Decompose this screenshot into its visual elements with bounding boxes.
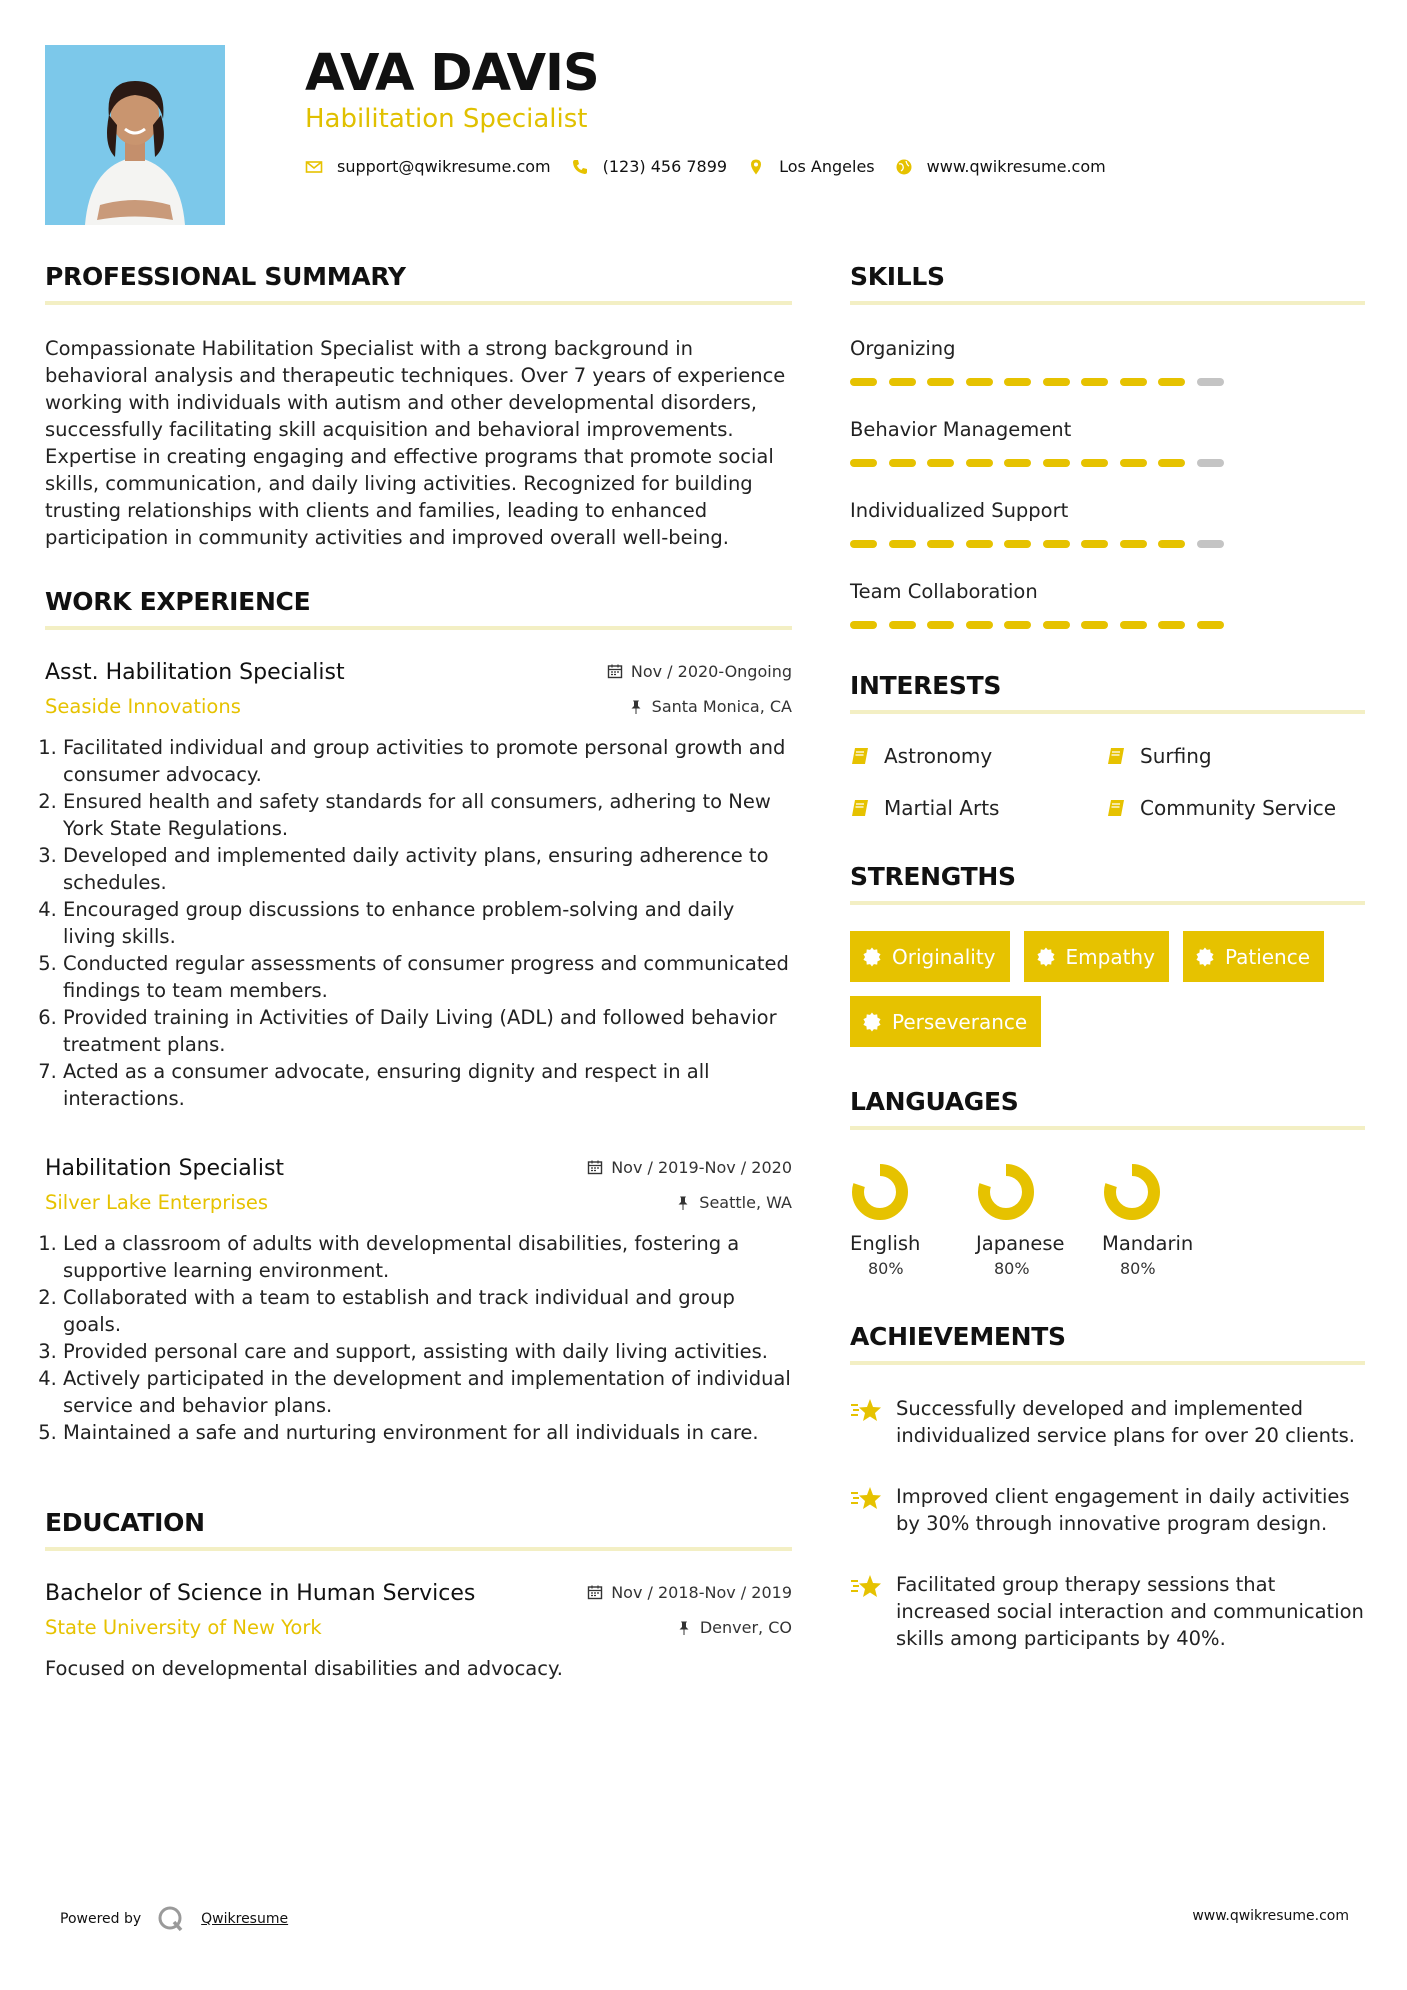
rating-dash-filled [1158, 621, 1185, 629]
language-progress-ring [848, 1160, 912, 1224]
achievement-item [850, 1571, 1365, 1652]
rating-dash-filled [1158, 459, 1185, 467]
interest-item [850, 796, 1106, 820]
rating-dash-filled [927, 378, 954, 386]
language-name: Japanese [976, 1232, 1065, 1255]
rating-dash-filled [1120, 459, 1147, 467]
education-location-text: Denver, CO [699, 1618, 792, 1637]
job-company: Seaside Innovations [45, 695, 241, 718]
achievement-text: Successfully developed and implemented individualized service plans for over 20 clients. [896, 1397, 1355, 1447]
job-title: Habilitation Specialist [45, 1156, 285, 1181]
brand-link[interactable]: Qwikresume [201, 1911, 289, 1927]
skill-item [850, 580, 1365, 629]
rating-dash-filled [966, 540, 993, 548]
list-item: 1. Facilitated individual and group activities to promote personal growth and consumer advocacy. [63, 734, 792, 788]
achievement-text: Facilitated group therapy sessions that increased social interaction and communication skills among participants by 40%. [896, 1573, 1364, 1650]
strengths-heading: STRENGTHS [850, 862, 1365, 905]
email-text: support@qwikresume.com [337, 157, 551, 176]
interest-item [850, 744, 1106, 768]
map-pin-icon [747, 158, 765, 176]
list-item: 4. Encouraged group discussions to enhance problem-solving and daily living skills. [63, 896, 792, 950]
badge-icon [862, 1012, 882, 1032]
strength-label: Patience [1224, 944, 1311, 969]
education-date [587, 1583, 792, 1602]
phone-icon [571, 158, 589, 176]
shooting-star-icon [850, 1485, 884, 1513]
rating-dash-filled [1081, 621, 1108, 629]
job-entry [45, 660, 792, 1112]
left-column [45, 262, 792, 1680]
book-icon [850, 797, 872, 819]
achievement-text: Improved client engagement in daily activities by 30% through innovative program design. [896, 1485, 1350, 1535]
rating-dash-filled [966, 378, 993, 386]
list-item: 2. Ensured health and safety standards for all consumers, adhering to New York State Regulations. [63, 788, 792, 842]
language-percent: 80% [994, 1259, 1030, 1278]
phone-text: (123) 456 7899 [602, 157, 728, 176]
skill-item [850, 337, 1365, 386]
interest-label: Surfing [1140, 744, 1212, 768]
calendar-icon [607, 663, 623, 679]
education-heading: EDUCATION [45, 1508, 792, 1551]
rating-dash-filled [889, 459, 916, 467]
education-entry [45, 1581, 792, 1680]
rating-dash-filled [850, 621, 877, 629]
envelope-icon [305, 158, 323, 176]
strength-label: Originality [892, 944, 996, 969]
job-location-text: Seattle, WA [699, 1193, 792, 1212]
language-percent: 80% [868, 1259, 904, 1278]
list-item: 4. Actively participated in the development and implementation of individual service and behavior plans. [63, 1365, 792, 1419]
skill-name: Team Collaboration [850, 580, 1038, 603]
interest-label: Martial Arts [884, 796, 1000, 820]
job-duties [45, 734, 792, 1112]
rating-dash-filled [850, 459, 877, 467]
interest-item [1106, 744, 1362, 768]
footer-url[interactable]: www.qwikresume.com [1192, 1908, 1349, 1924]
summary-heading: PROFESSIONAL SUMMARY [45, 262, 792, 305]
job-title: Asst. Habilitation Specialist [45, 660, 345, 685]
job-entry [45, 1156, 792, 1446]
interests-list [850, 744, 1365, 820]
rating-dash-filled [1043, 540, 1070, 548]
rating-dash-filled [850, 378, 877, 386]
book-icon [850, 745, 872, 767]
language-item [976, 1160, 1102, 1278]
interests-heading: INTERESTS [850, 671, 1365, 714]
list-item: 5. Conducted regular assessments of consumer progress and communicated findings to team members. [63, 950, 792, 1004]
strength-label: Perseverance [892, 1009, 1028, 1034]
shooting-star-icon [850, 1397, 884, 1425]
skill-rating [850, 378, 1365, 386]
rating-dash-filled [889, 540, 916, 548]
education-location [676, 1618, 792, 1637]
school-name: State University of New York [45, 1616, 322, 1639]
book-icon [1106, 745, 1128, 767]
strength-label: Empathy [1065, 944, 1155, 969]
powered-by-label: Powered by [60, 1911, 142, 1927]
work-heading: WORK EXPERIENCE [45, 587, 792, 630]
rating-dash-filled [1120, 378, 1147, 386]
contact-email[interactable] [305, 157, 551, 176]
job-location [675, 1193, 792, 1212]
rating-dash-filled [966, 621, 993, 629]
achievement-item [850, 1483, 1365, 1537]
skill-name: Individualized Support [850, 499, 1069, 522]
job-location [628, 697, 792, 716]
job-date [607, 662, 792, 681]
strengths-list [850, 931, 1365, 1061]
rating-dash-filled [927, 459, 954, 467]
list-item: 3. Developed and implemented daily activity plans, ensuring adherence to schedules. [63, 842, 792, 896]
education-description: Focused on developmental disabilities and advocacy. [45, 1657, 563, 1680]
degree-title: Bachelor of Science in Human Services [45, 1581, 476, 1606]
globe-icon [895, 158, 913, 176]
list-item: 2. Collaborated with a team to establish and track individual and group goals. [63, 1284, 792, 1338]
rating-dash-empty [1197, 459, 1224, 467]
skills-list [850, 337, 1365, 629]
badge-icon [1195, 947, 1215, 967]
rating-dash-filled [1004, 540, 1031, 548]
skill-item [850, 499, 1365, 548]
interest-label: Community Service [1140, 796, 1337, 820]
rating-dash-filled [889, 621, 916, 629]
contact-bar [305, 157, 1126, 176]
list-item: 5. Maintained a safe and nurturing environment for all individuals in care. [63, 1419, 792, 1446]
contact-location [747, 157, 875, 176]
skill-item [850, 418, 1365, 467]
book-icon [1106, 797, 1128, 819]
rating-dash-filled [1043, 378, 1070, 386]
rating-dash-filled [850, 540, 877, 548]
profile-photo [45, 45, 225, 225]
rating-dash-filled [927, 540, 954, 548]
rating-dash-filled [966, 459, 993, 467]
strength-tag [1024, 931, 1169, 982]
rating-dash-filled [1043, 621, 1070, 629]
list-item: 7. Acted as a consumer advocate, ensuring dignity and respect in all interactions. [63, 1058, 792, 1112]
list-item: 1. Led a classroom of adults with developmental disabilities, fostering a supportive learning environment. [63, 1230, 792, 1284]
rating-dash-filled [1158, 378, 1185, 386]
rating-dash-filled [1120, 540, 1147, 548]
person-photo-illustration [45, 45, 225, 225]
rating-dash-filled [889, 378, 916, 386]
interest-item [1106, 796, 1362, 820]
calendar-icon [587, 1584, 603, 1600]
skill-rating [850, 540, 1365, 548]
skill-name: Organizing [850, 337, 956, 360]
location-text: Los Angeles [779, 157, 875, 176]
language-item [850, 1160, 976, 1278]
rating-dash-filled [927, 621, 954, 629]
job-duties [45, 1230, 792, 1446]
language-progress-ring [974, 1160, 1038, 1224]
rating-dash-empty [1197, 540, 1224, 548]
job-date-text: Nov / 2020-Ongoing [630, 661, 792, 681]
language-percent: 80% [1120, 1259, 1156, 1278]
candidate-name: AVA DAVIS [305, 44, 599, 103]
rating-dash-filled [1081, 540, 1108, 548]
pushpin-icon [675, 1195, 691, 1211]
badge-icon [1036, 947, 1056, 967]
rating-dash-filled [1004, 378, 1031, 386]
languages-heading: LANGUAGES [850, 1087, 1365, 1130]
strength-tag [850, 996, 1041, 1047]
candidate-title: Habilitation Specialist [305, 104, 588, 134]
badge-icon [862, 947, 882, 967]
shooting-star-icon [850, 1573, 884, 1601]
rating-dash-filled [1081, 378, 1108, 386]
languages-list [850, 1160, 1365, 1278]
skill-rating [850, 459, 1365, 467]
rating-dash-filled [1081, 459, 1108, 467]
skill-rating [850, 621, 1365, 629]
rating-dash-filled [1158, 540, 1185, 548]
skill-name: Behavior Management [850, 418, 1072, 441]
job-location-text: Santa Monica, CA [651, 697, 792, 716]
pushpin-icon [676, 1620, 692, 1636]
job-company: Silver Lake Enterprises [45, 1191, 269, 1214]
calendar-icon [587, 1159, 603, 1175]
job-date-text: Nov / 2019-Nov / 2020 [611, 1157, 792, 1177]
right-column [850, 262, 1365, 1652]
summary-text: Compassionate Habilitation Specialist with a strong background in behavioral analysis and therapeutic techniques. Over 7 years of experience working with individuals with autism and other developmental disorders, successfully facilitating skill acquisition and behavioral improvements. Expertise in creating engaging and effective programs that promote social skills, communication, and daily living activities. Recognized for building trusting relationships with clients and families, leading to enhanced participation in community activities and improved overall well-being. [45, 337, 786, 549]
education-date-text: Nov / 2018-Nov / 2019 [611, 1582, 792, 1602]
interest-label: Astronomy [884, 744, 993, 768]
rating-dash-filled [1004, 459, 1031, 467]
language-item [1102, 1160, 1228, 1278]
contact-website[interactable] [895, 157, 1106, 176]
skills-heading: SKILLS [850, 262, 1365, 305]
footer-powered-by [60, 1905, 288, 1933]
language-name: English [850, 1232, 921, 1255]
list-item: 3. Provided personal care and support, assisting with daily living activities. [63, 1338, 792, 1365]
pushpin-icon [628, 699, 644, 715]
rating-dash-filled [1120, 621, 1147, 629]
job-date [587, 1158, 792, 1177]
rating-dash-filled [1043, 459, 1070, 467]
qwikresume-logo-icon [157, 1905, 185, 1933]
strength-tag [850, 931, 1010, 982]
rating-dash-empty [1197, 378, 1224, 386]
list-item: 6. Provided training in Activities of Daily Living (ADL) and followed behavior treatment plans. [63, 1004, 792, 1058]
achievements-heading: ACHIEVEMENTS [850, 1322, 1365, 1365]
language-progress-ring [1100, 1160, 1164, 1224]
achievement-item [850, 1395, 1365, 1449]
website-text: www.qwikresume.com [926, 157, 1106, 176]
language-name: Mandarin [1102, 1232, 1194, 1255]
rating-dash-filled [1004, 621, 1031, 629]
rating-dash-filled [1197, 621, 1224, 629]
strength-tag [1183, 931, 1324, 982]
contact-phone[interactable] [571, 157, 727, 176]
